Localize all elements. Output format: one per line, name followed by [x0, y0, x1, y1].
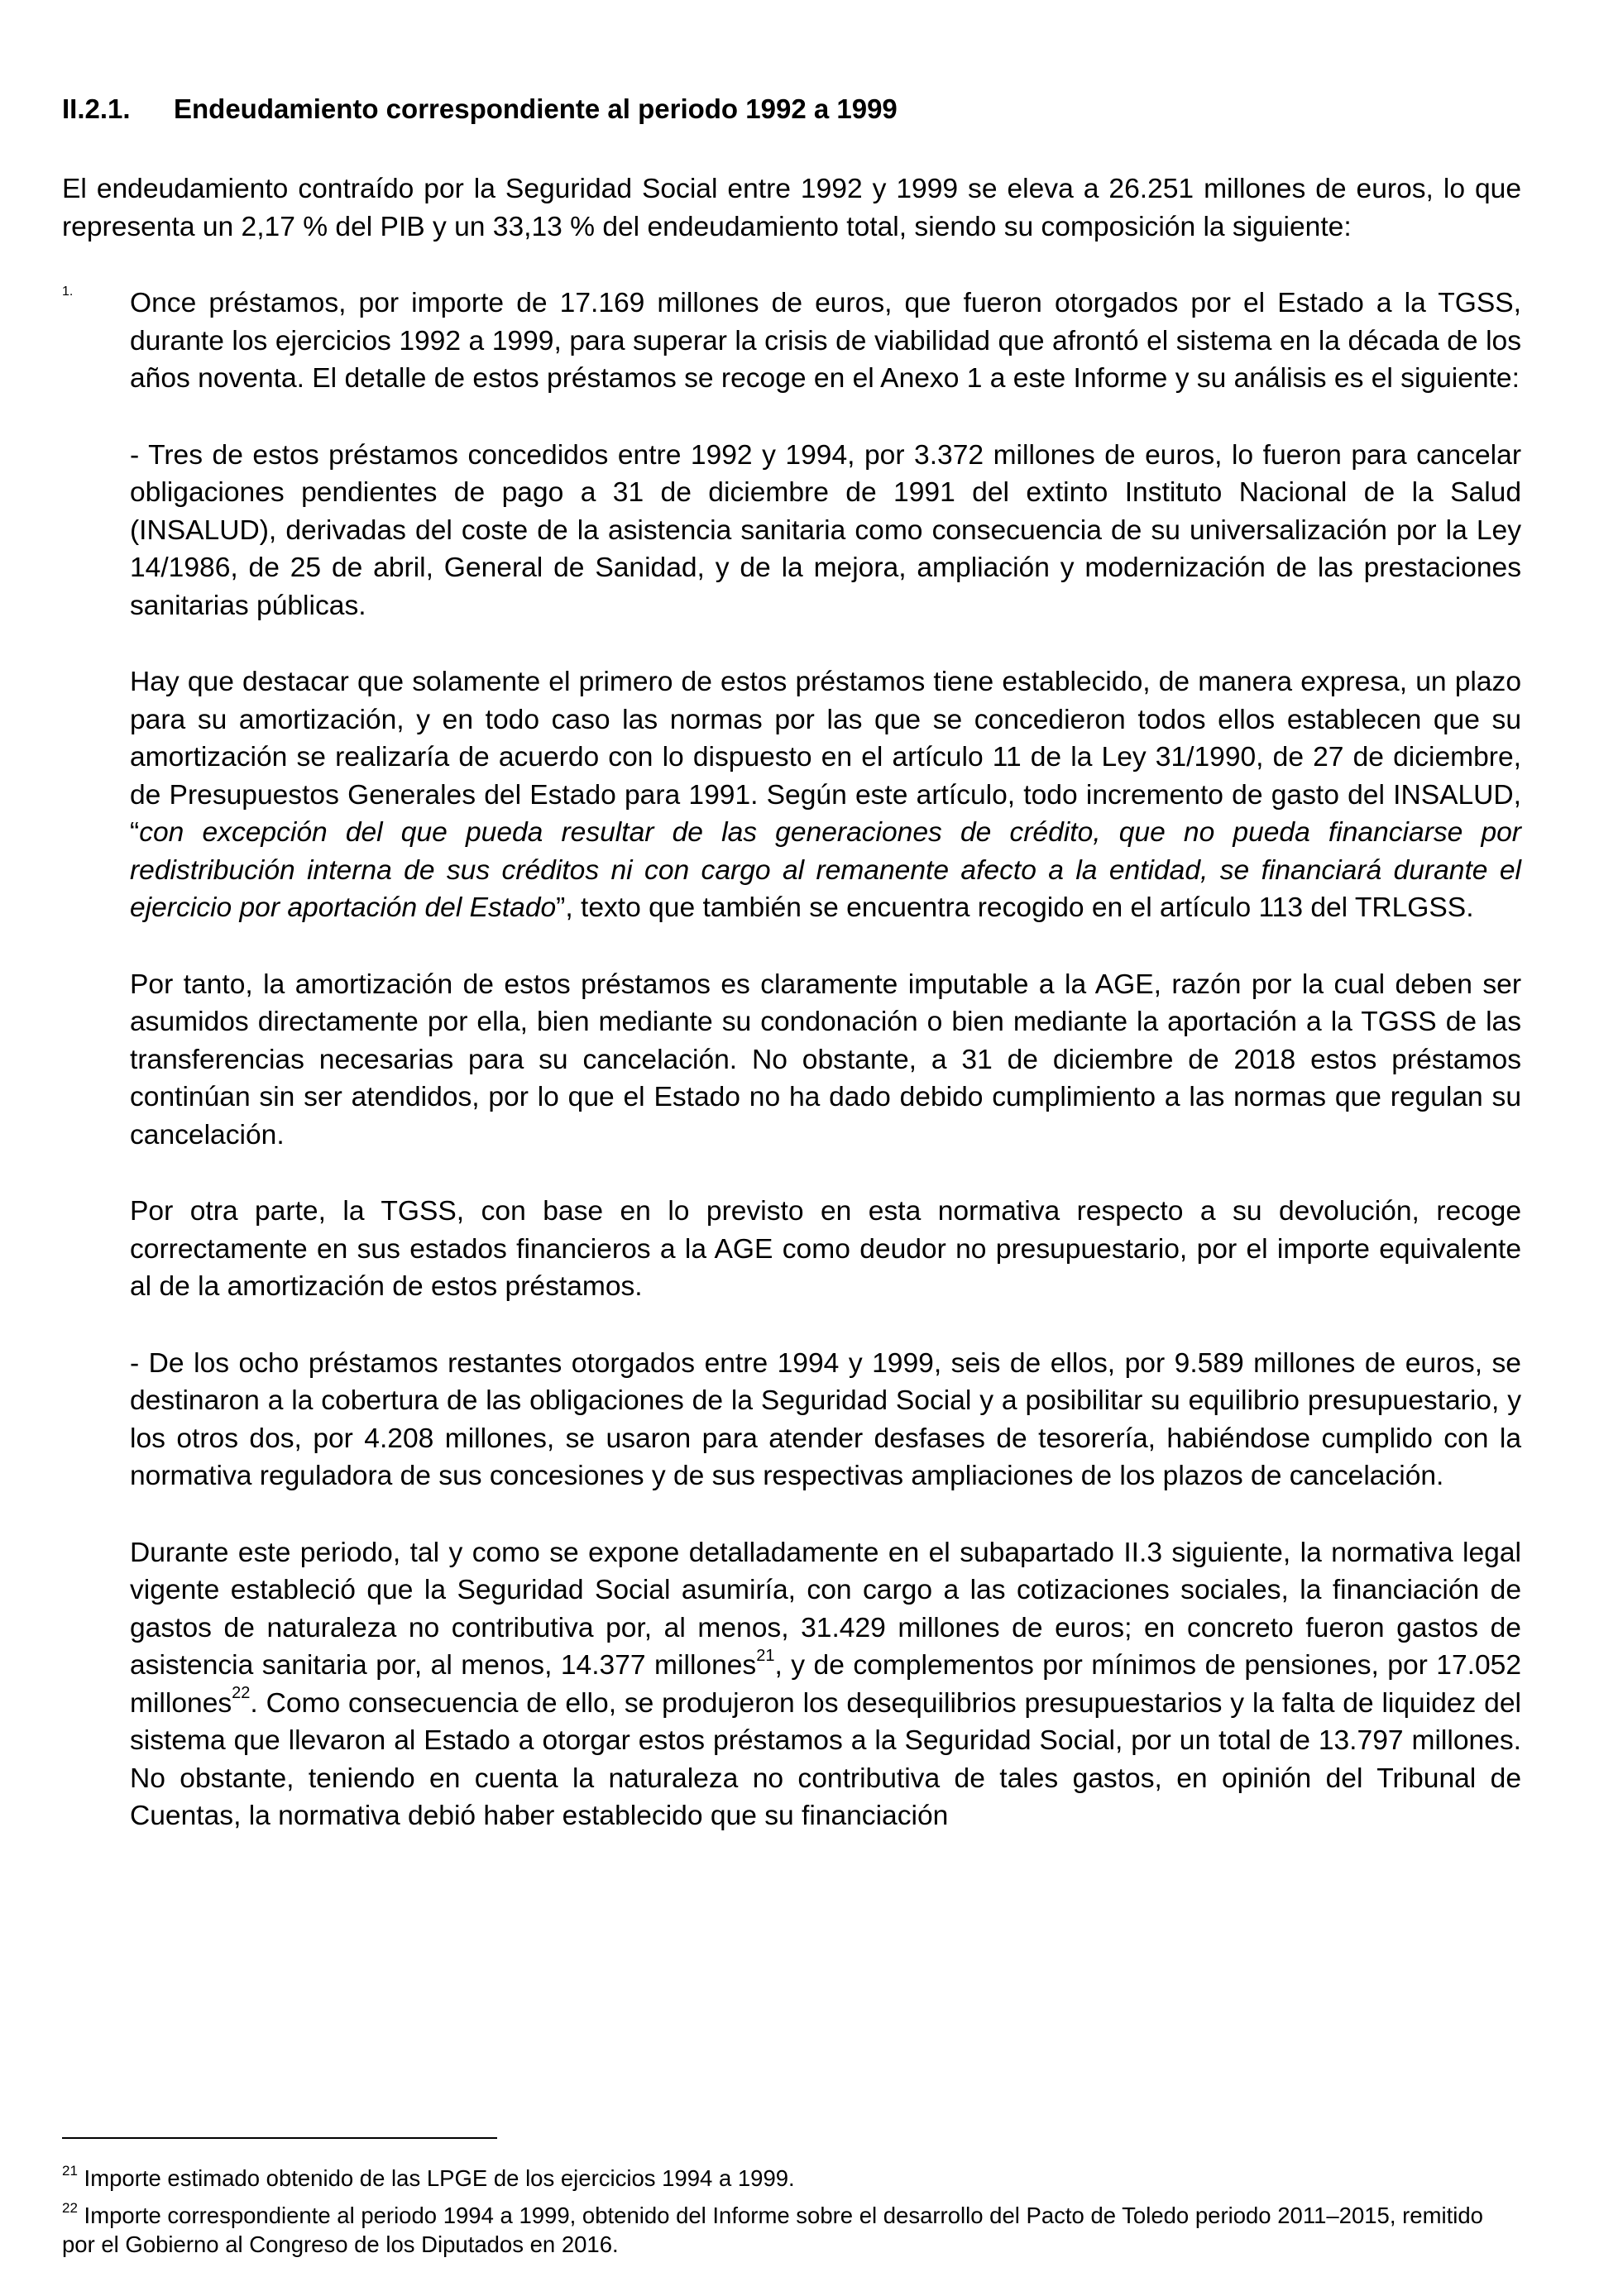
intro-paragraph: El endeudamiento contraído por la Seguridad Social entre 1992 y 1999 se eleva a 26.251 millones de euros, lo que representa un 2,17 % del PIB y un 33,13 % del endeudamiento total, siendo su composición la siguiente: — [62, 174, 1521, 242]
legal-quote: con excepción del que pueda resultar de las generaciones de crédito, que no pueda financiarse por redistribución interna de sus créditos ni con cargo al remanente afecto a la entidad, se financiará durante el ejercicio por aportación del Estado — [130, 817, 1521, 923]
durante-text-3: . Como consecuencia de ello, se produjeron los desequilibrios presupuestarios y la falta de liquidez del sistema que llevaron al Estado a otorgar estos préstamos a la Seguridad Social, por un total de 13.797 millones. No obstante, teniendo en cuenta la naturaleza no contributiva de tales gastos, en opinión del Tribunal de Cuentas, la normativa debió haber establecido que su financiación — [130, 1687, 1521, 1831]
paragraph-por-otra-parte: Por otra parte, la TGSS, con base en lo previsto en esta normativa respecto a su devolución, recoge correctamente en sus estados financieros a la AGE como deudor no presupuestario, por el importe equivalente al de la amortización de estos préstamos. — [130, 1196, 1521, 1302]
paragraph-destacar — [130, 663, 1521, 927]
footnote-21 — [62, 2164, 1521, 2193]
section-title: Endeudamiento correspondiente al periodo 1992 a 1999 — [174, 93, 898, 124]
footnote-ref-21[interactable]: 21 — [756, 1646, 775, 1665]
destacar-text-before: Hay que destacar que solamente el primero de estos préstamos tiene establecido, de manera expresa, un plazo para su amortización, y en todo caso las normas por las que se concedieron todos ellos establecen que su amortización se realizaría de acuerdo con lo dispuesto en el artículo 11 de la Ley 31/1990, de 27 de diciembre, de Presupuestos Generales del Estado para 1991. Según este artículo, todo incremento de gasto del INSALUD, “ — [130, 667, 1521, 848]
durante-text-2: , y de complementos por mínimos de pensiones, por 17.052 millones — [130, 1650, 1522, 1719]
list-item-text: Once préstamos, por importe de 17.169 millones de euros, que fueron otorgados por el Estado a la TGSS, durante los ejercicios 1992 a 1999, para superar la crisis de viabilidad que afrontó el sistema en la década de los años noventa. El detalle de estos préstamos se recoge en el Anexo 1 a este Informe y su análisis es el siguiente: — [130, 288, 1521, 394]
section-number: II.2.1. — [62, 93, 131, 124]
footnote-text: Importe estimado obtenido de las LPGE de los ejercicios 1994 a 1999. — [77, 2165, 795, 2191]
footnote-number: 22 — [62, 2199, 78, 2216]
paragraph-durante — [130, 1534, 1521, 1835]
list-item-1 — [62, 285, 1521, 398]
document-body — [62, 89, 1521, 1835]
paragraph-tres-prestamos: - Tres de estos préstamos concedidos entre 1992 y 1994, por 3.372 millones de euros, lo fueron para cancelar obligaciones pendientes de pago a 31 de diciembre de 1991 del extinto Instituto Nacional de la Salud (INSALUD), derivadas del coste de la asistencia sanitaria como consecuencia de su universalización por la Ley 14/1986, de 25 de abril, General de Sanidad, y de la mejora, ampliación y modernización de las prestaciones sanitarias públicas. — [130, 439, 1521, 621]
section-heading — [62, 89, 1521, 129]
footnote-ref-22[interactable]: 22 — [232, 1684, 251, 1703]
durante-text-1: Durante este periodo, tal y como se expone detalladamente en el subapartado II.3 siguiente, la normativa legal vigente estableció que la Seguridad Social asumiría, con cargo a las cotizaciones sociales, la financiación de gastos de naturaleza no contributiva por, al menos, 31.429 millones de euros; en concreto fueron gastos de asistencia sanitaria por, al menos, 14.377 millones — [130, 1537, 1521, 1681]
footnote-separator — [62, 2137, 497, 2139]
footnote-text: Importe correspondiente al periodo 1994 a 1999, obtenido del Informe sobre el desarrollo del Pacto de Toledo periodo 2011–2015, remitido por el Gobierno al Congreso de los Diputados en 2016. — [62, 2203, 1483, 2257]
footnote-number: 21 — [62, 2162, 78, 2179]
paragraph-por-tanto: Por tanto, la amortización de estos préstamos es claramente imputable a la AGE, razón por la cual deben ser asumidos directamente por ella, bien mediante su condonación o bien mediante la aportación a la TGSS de las transferencias necesarias para su cancelación. No obstante, a 31 de diciembre de 2018 estos préstamos continúan sin ser atendidos, por lo que el Estado no ha dado debido cumplimiento a las normas que regulan su cancelación. — [130, 969, 1521, 1150]
footnotes — [62, 2164, 1521, 2267]
paragraph-ocho-prestamos: - De los ocho préstamos restantes otorgados entre 1994 y 1999, seis de ellos, por 9.589 millones de euros, se destinaron a la cobertura de las obligaciones de la Seguridad Social y a posibilitar su equilibrio presupuestario, y los otros dos, por 4.208 millones, se usaron para atender desfases de tesorería, habiéndose cumplido con la normativa reguladora de sus concesiones y de sus respectivas ampliaciones de los plazos de cancelación. — [130, 1347, 1521, 1491]
destacar-text-after: ”, texto que también se encuentra recogido en el artículo 113 del TRLGSS. — [556, 892, 1474, 923]
footnote-22 — [62, 2201, 1521, 2259]
list-marker: 1. — [62, 285, 74, 299]
